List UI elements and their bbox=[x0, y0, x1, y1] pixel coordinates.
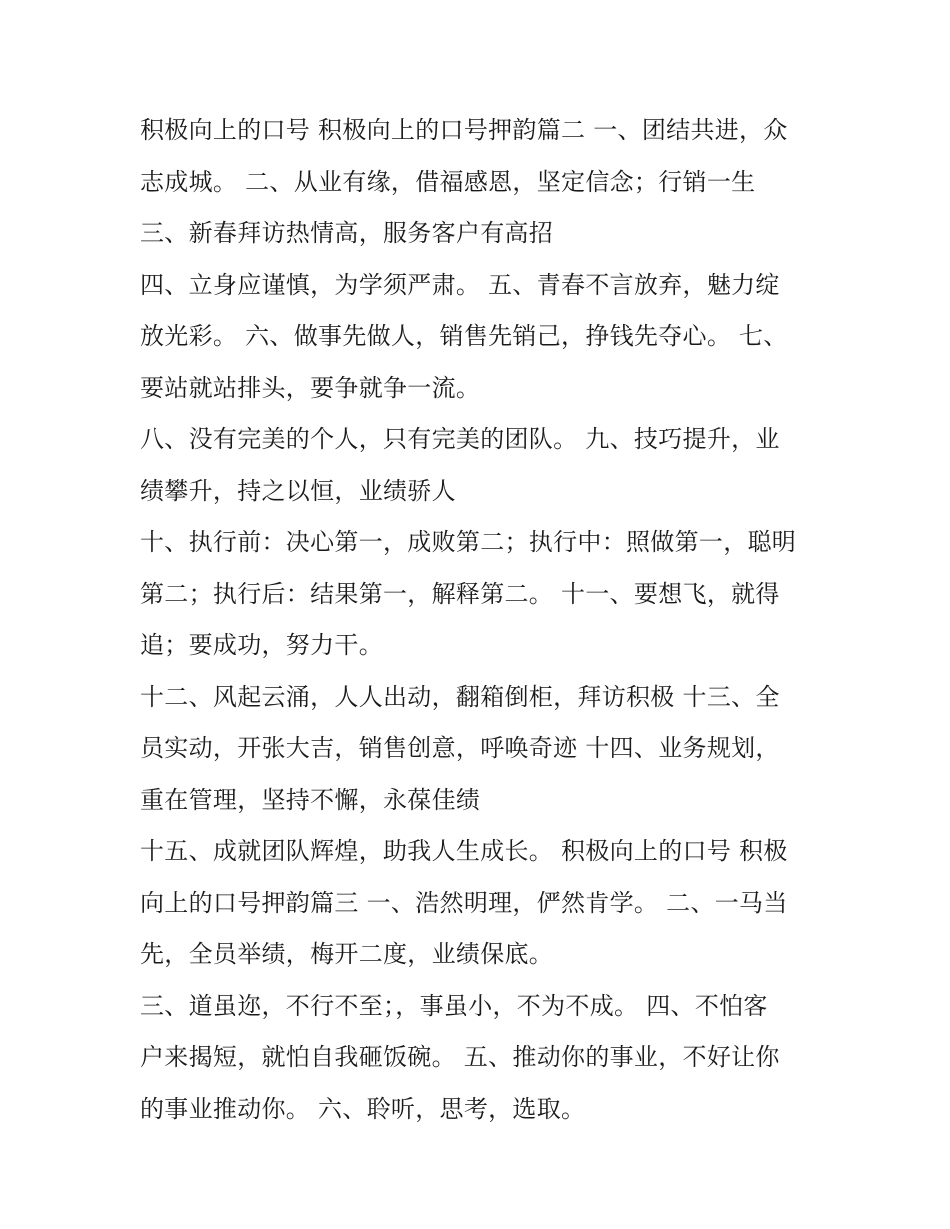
text-line: 十、执行前：决心第一，成败第二；执行中：照做第一，聪明 bbox=[140, 528, 797, 556]
text-line: 三、新春拜访热情高，服务客户有高招 bbox=[140, 219, 554, 247]
document-body bbox=[140, 105, 830, 1135]
text-line: 户来揭短，就怕自我砸饭碗。 五、推动你的事业，不好让你 bbox=[140, 1043, 780, 1071]
text-line: 先，全员举绩，梅开二度，业绩保底。 bbox=[140, 940, 554, 968]
text-line: 三、道虽迩，不行不至；，事虽小，不为不成。 四、不怕客 bbox=[140, 991, 768, 1020]
text-line: 重在管理，坚持不懈，永葆佳绩 bbox=[140, 785, 481, 814]
text-line: 要站就站排头，要争就争一流。 bbox=[140, 373, 481, 402]
text-line: 员实动，开张大吉，销售创意，呼唤奇迹 十四、业务规划， bbox=[140, 734, 780, 762]
text-line: 绩攀升，持之以恒，业绩骄人 bbox=[140, 476, 456, 505]
text-line: 追；要成功，努力干。 bbox=[140, 631, 383, 659]
text-line: 十五、成就团队辉煌，助我人生成长。 积极向上的口号 积极 bbox=[140, 837, 788, 865]
text-line: 四、立身应谨慎，为学须严肃。 五、青春不言放弃，魅力绽 bbox=[140, 270, 780, 299]
text-line: 向上的口号押韵篇三 一、浩然明理，俨然肯学。 二、一马当 bbox=[140, 888, 788, 917]
text-line: 的事业推动你。 六、聆听，思考，选取。 bbox=[140, 1094, 586, 1123]
text-line: 放光彩。 六、做事先做人，销售先销己，挣钱先夺心。 七、 bbox=[140, 322, 788, 350]
text-line: 志成城。 二、从业有缘，借福感恩，坚定信念；行销一生 bbox=[140, 167, 756, 196]
text-line: 积极向上的口号 积极向上的口号押韵篇二 一、团结共进，众 bbox=[140, 116, 788, 144]
text-line: 十二、风起云涌，人人出动，翻箱倒柜，拜访积极 十三、全 bbox=[140, 682, 780, 711]
text-line: 八、没有完美的个人，只有完美的团队。 九、技巧提升，业 bbox=[140, 425, 780, 453]
text-line: 第二；执行后：结果第一，解释第二。 十一、要想飞，就得 bbox=[140, 579, 780, 608]
